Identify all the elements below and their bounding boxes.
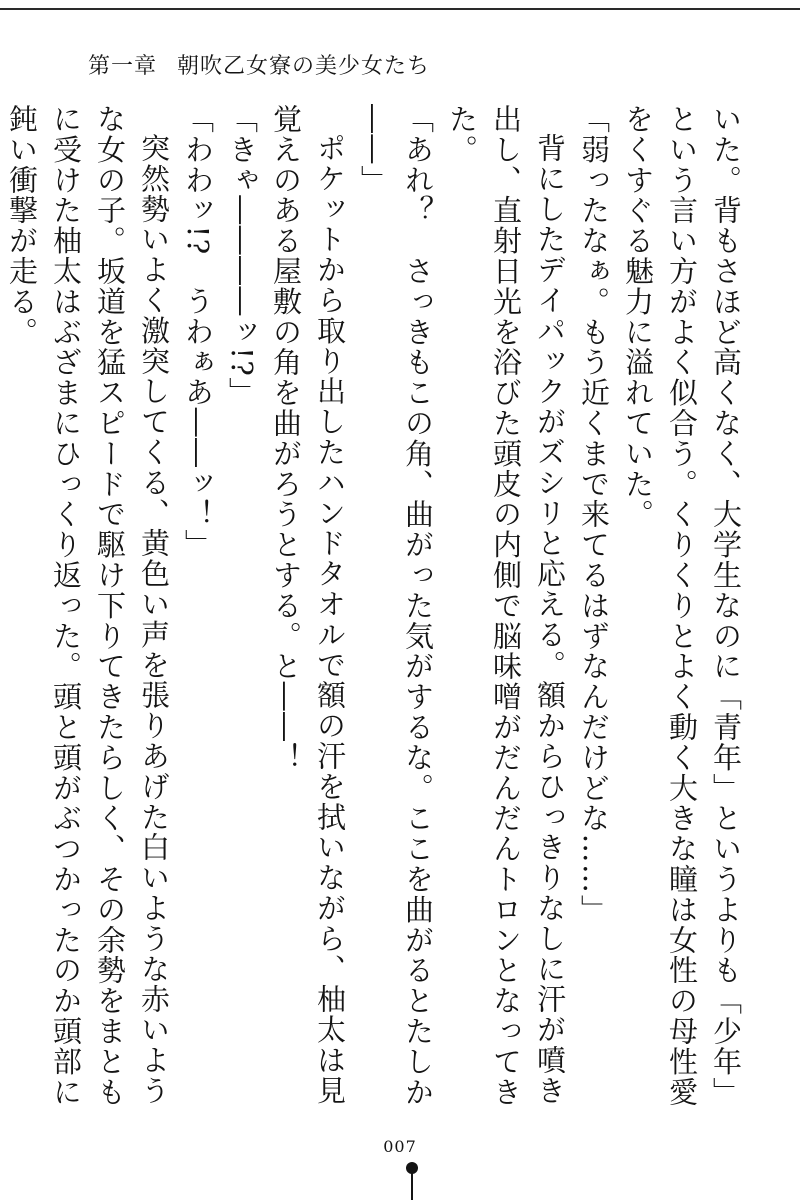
running-header [88, 54, 430, 80]
paragraph: 背にしたデイパックがズシリと応える。額からひっきりなしに汗が噴き出し、直射日光を浴びた頭皮の内側で脳味噌がだんだんトロンとなってきた。 [445, 104, 567, 1108]
paragraph: 突然勢いよく激突してくる、黄色い声を張りあげた白いような赤いような女の子。坂道を猛スピードで駆け下りてきたらしく、その余勢をまともに受けた柚太はぶざまにひっくり返った。頭と頭がぶつかったのか頭部に鈍い衝撃が走る。 [5, 104, 171, 1108]
top-rule [0, 8, 800, 10]
paragraph: ポケットから取り出したハンドタオルで額の汗を拭いながら、柚太は見覚えのある屋敷の角を曲がろうとする。と――！ [269, 104, 347, 1106]
ornament-stem [411, 1172, 413, 1200]
page-number: 007 [383, 1137, 417, 1156]
paragraph: 「きゃ――――ッ!?」 [225, 104, 259, 408]
paragraph: 「わわッ!? うわぁあ――ッ！」 [181, 104, 215, 560]
paragraph: いた。背もさほど高くなく、大学生なのに「青年」というよりも「少年」という言い方がよく似合う。くりくりとよく動く大きな瞳は女性の母性愛をくすぐる魅力に溢れていた。 [621, 104, 743, 1108]
chapter-number: 第一章 [88, 54, 158, 79]
page-number-ornament [406, 1162, 418, 1200]
paragraph: 「あれ？ さっきもこの角、曲がった気がするな。ここを曲がるとたしか――」 [357, 104, 435, 1108]
body-text [5, 104, 748, 1134]
chapter-title: 朝吹乙女寮の美少女たち [177, 54, 431, 79]
paragraph: 「弱ったなぁ。もう近くまで来てるはずなんだけどな……」 [577, 104, 611, 925]
